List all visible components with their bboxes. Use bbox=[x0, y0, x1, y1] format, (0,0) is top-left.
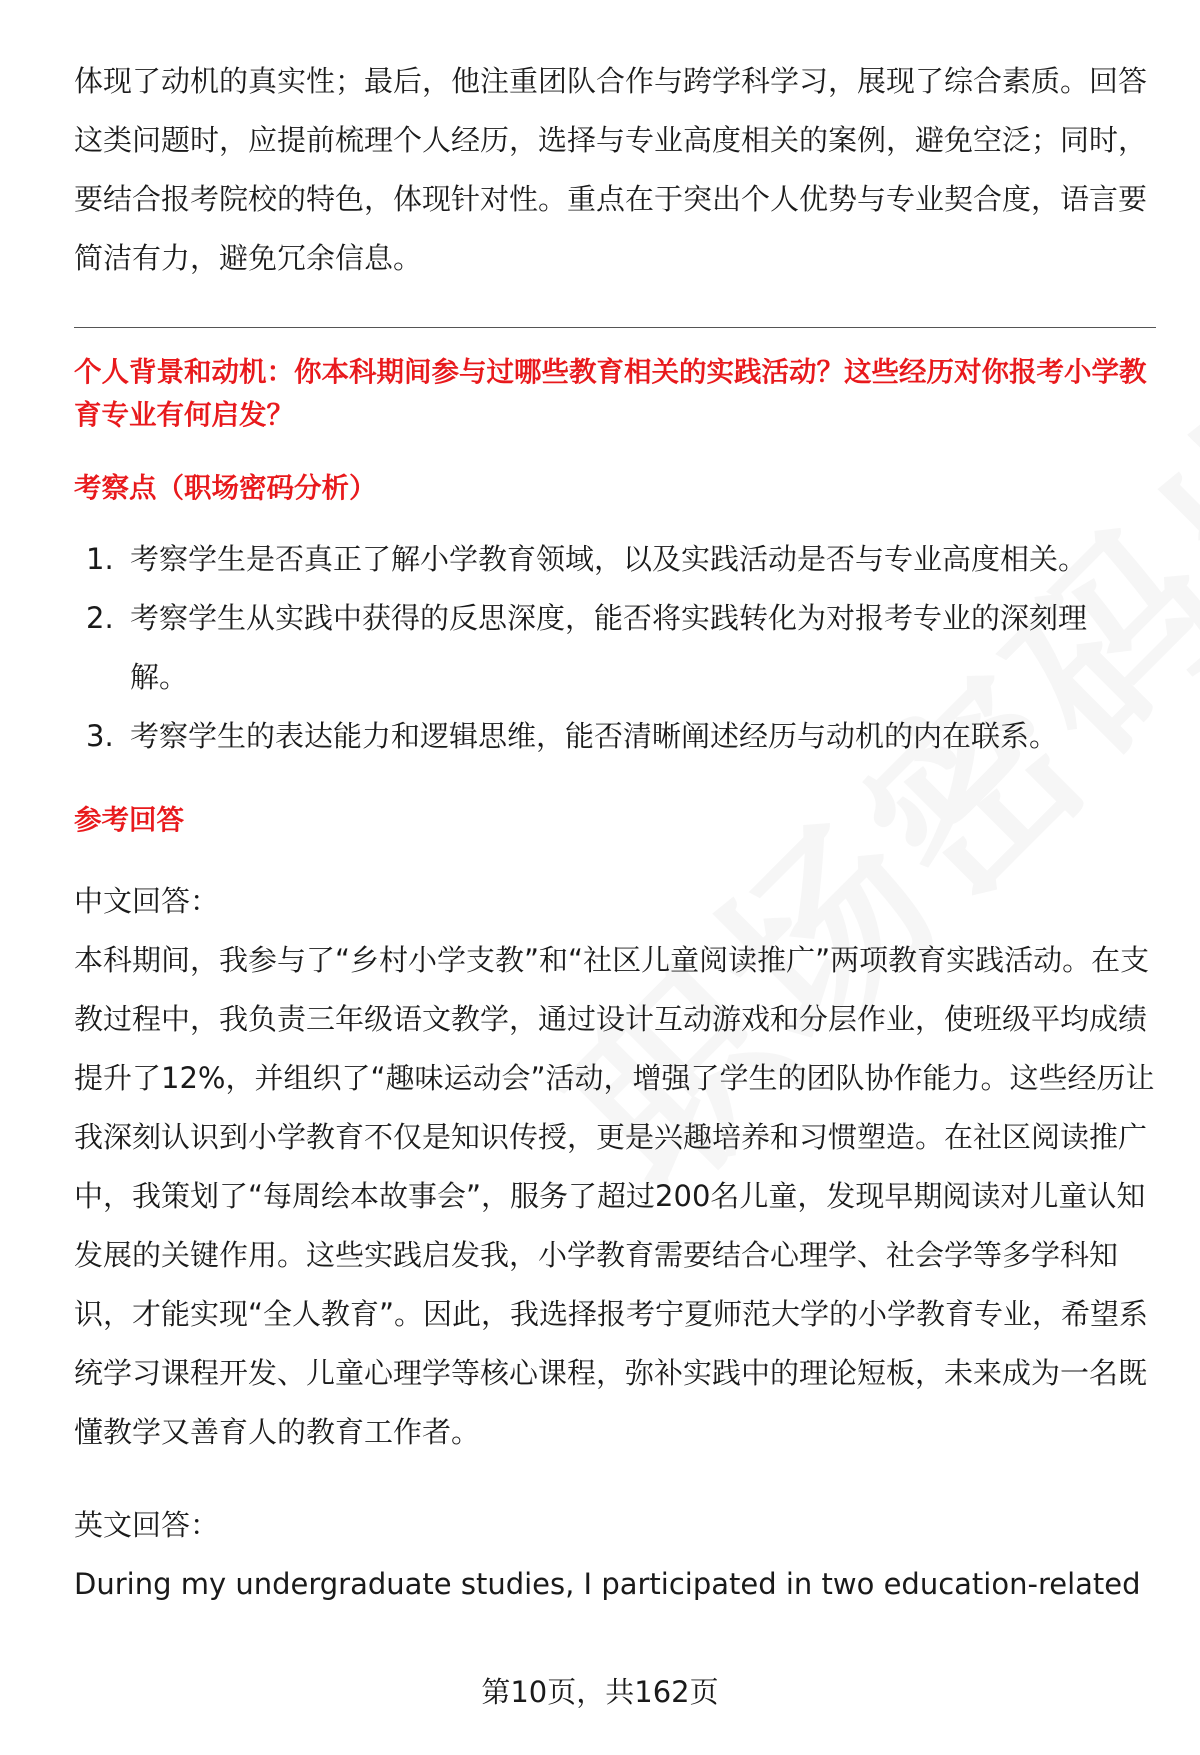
question-title: 个人背景和动机：你本科期间参与过哪些教育相关的实践活动？这些经历对你报考小学教育专业有何启发？ bbox=[74, 356, 1147, 431]
reference-answer-heading: 参考回答 bbox=[74, 804, 184, 836]
assessment-point bbox=[74, 530, 1156, 589]
assessment-points-list bbox=[74, 530, 1156, 766]
point-text: 考察学生是否真正了解小学教育领域，以及实践活动是否与专业高度相关。 bbox=[130, 542, 1088, 576]
point-text: 考察学生从实践中获得的反思深度，能否将实践转化为对报考专业的深刻理解。 bbox=[130, 601, 1088, 694]
assessment-heading: 考察点（职场密码分析） bbox=[74, 472, 377, 504]
chinese-answer-text: 本科期间，我参与了“乡村小学支教”和“社区儿童阅读推广”两项教育实践活动。在支教过程中，我负责三年级语文教学，通过设计互动游戏和分层作业，使班级平均成绩提升了12%，并组织了“趣味运动会”活动，增强了学生的团队协作能力。这些经历让我深刻认识到小学教育不仅是知识传授，更是兴趣培养和习惯塑造。在社区阅读推广中，我策划了“每周绘本故事会”，服务了超过200名儿童，发现早期阅读对儿童认知发展的关键作用。这些实践启发我，小学教育需要结合心理学、社会学等多学科知识，才能实现“全人教育”。因此，我选择报考宁夏师范大学的小学教育专业，希望系统学习课程开发、儿童心理学等核心课程，弥补实践中的理论短板，未来成为一名既懂教学又善育人的教育工作者。 bbox=[74, 943, 1155, 1449]
point-number: 3. bbox=[86, 719, 114, 753]
point-number: 1. bbox=[86, 542, 114, 576]
intro-paragraph: 体现了动机的真实性；最后，他注重团队合作与跨学科学习，展现了综合素质。回答这类问题时，应提前梳理个人经历，选择与专业高度相关的案例，避免空泛；同时，要结合报考院校的特色，体现针对性。重点在于突出个人优势与专业契合度，语言要简洁有力，避免冗余信息。 bbox=[74, 64, 1148, 275]
section-divider bbox=[74, 327, 1156, 328]
english-answer-label: 英文回答： bbox=[74, 1508, 220, 1542]
chinese-answer-label: 中文回答： bbox=[74, 884, 220, 918]
assessment-point bbox=[74, 707, 1156, 766]
point-number: 2. bbox=[86, 601, 114, 635]
page-number-footer: 第10页，共162页 bbox=[481, 1675, 719, 1709]
english-answer-text: During my undergraduate studies, I participated in two education-related bbox=[74, 1567, 1141, 1601]
page-content bbox=[74, 52, 1156, 1614]
point-text: 考察学生的表达能力和逻辑思维，能否清晰阐述经历与动机的内在联系。 bbox=[130, 719, 1059, 753]
assessment-point bbox=[74, 589, 1156, 707]
